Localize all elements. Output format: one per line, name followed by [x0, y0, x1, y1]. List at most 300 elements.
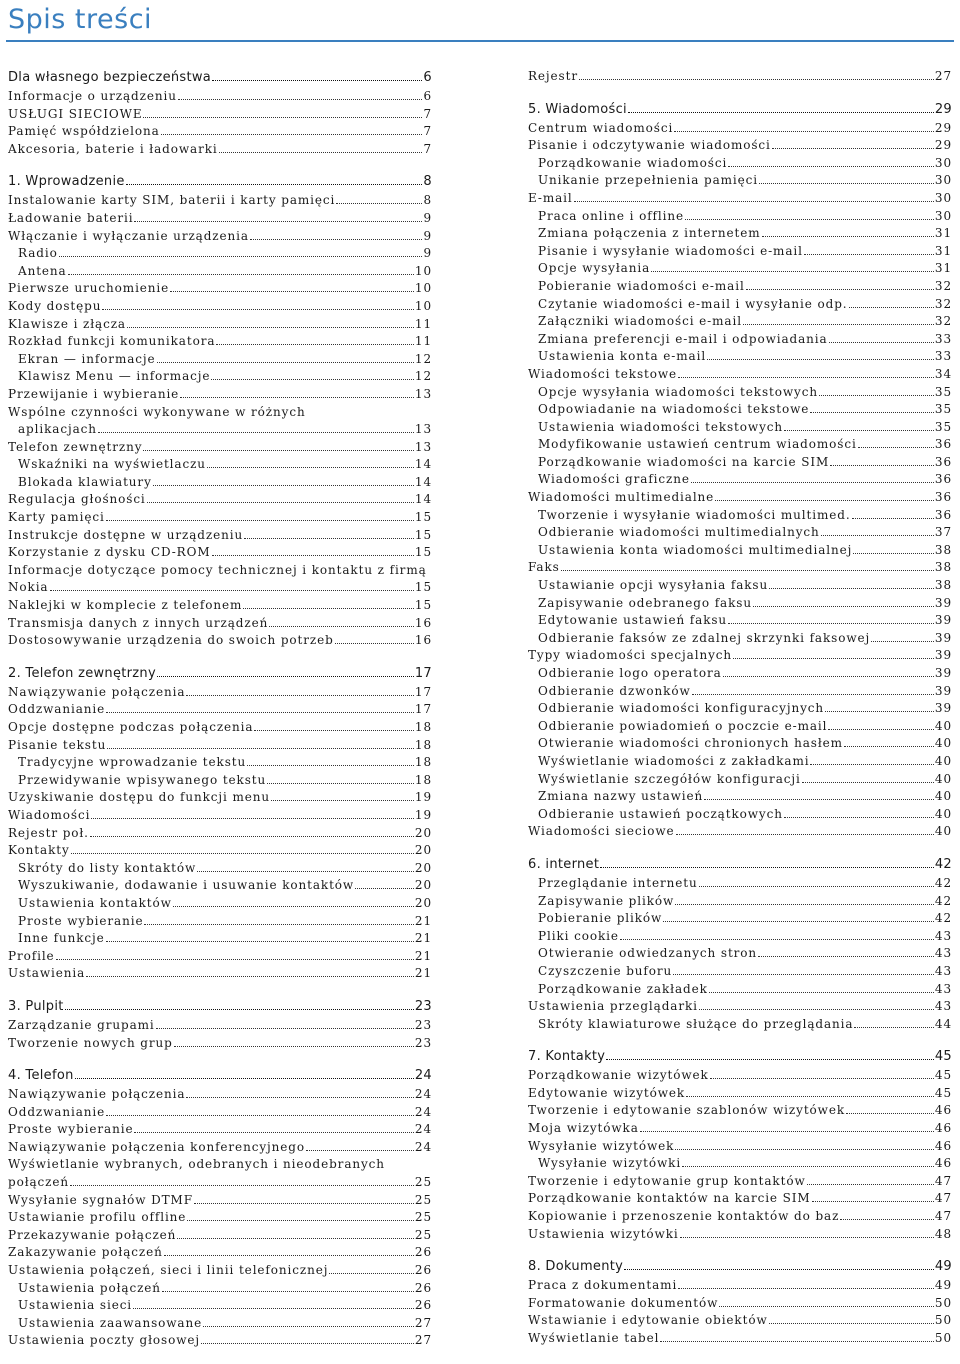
- toc-entry[interactable]: [8, 877, 432, 895]
- dot-leader: [723, 676, 934, 677]
- toc-entry[interactable]: [8, 527, 432, 545]
- dot-leader: [134, 1132, 413, 1133]
- toc-entry-label: Pierwsze uruchomienie: [8, 281, 170, 296]
- dot-leader: [162, 1291, 414, 1292]
- toc-entry[interactable]: [528, 190, 952, 208]
- toc-page-number: 32: [934, 314, 952, 329]
- toc-entry[interactable]: [528, 823, 952, 841]
- toc-entry-label: Instalowanie karty SIM, baterii i karty pamięci: [8, 193, 336, 208]
- toc-entry[interactable]: [528, 806, 952, 824]
- toc-page-number: 32: [934, 278, 952, 293]
- toc-entry[interactable]: [528, 683, 952, 701]
- toc-page-number: 42: [934, 875, 952, 890]
- toc-entry-label: Pisanie i odczytywanie wiadomości: [528, 138, 771, 153]
- toc-entry[interactable]: [528, 348, 952, 366]
- toc-entry[interactable]: [528, 454, 952, 472]
- dot-leader: [269, 626, 414, 627]
- toc-entry-label: Włączanie i wyłączanie urządzenia: [8, 228, 249, 243]
- toc-entry-label: Faks: [528, 560, 560, 575]
- toc-entry[interactable]: [8, 1227, 432, 1245]
- toc-entry[interactable]: [8, 421, 432, 439]
- toc-entry[interactable]: [8, 562, 432, 580]
- toc-entry[interactable]: [8, 579, 432, 597]
- toc-entry-label: Wyświetlanie wiadomości z zakładkami: [538, 753, 810, 768]
- toc-entry[interactable]: [528, 945, 952, 963]
- toc-entry[interactable]: [528, 735, 952, 753]
- toc-entry-label: Ustawienia konta wiadomości multimedialnej: [538, 542, 853, 557]
- toc-page-number: 45: [934, 1085, 952, 1100]
- toc-chapter-entry[interactable]: [8, 172, 432, 192]
- toc-entry-label: Odbieranie logo operatora: [538, 666, 722, 680]
- toc-entry-label: Oddzwanianie: [8, 702, 106, 717]
- toc-page-number: 46: [934, 1156, 952, 1171]
- toc-page-number: 50: [934, 1295, 952, 1310]
- toc-entry[interactable]: [8, 895, 432, 913]
- toc-page-number: 40: [934, 806, 952, 821]
- toc-entry[interactable]: [528, 1173, 952, 1191]
- dot-leader: [692, 694, 934, 695]
- dot-leader: [759, 183, 934, 184]
- toc-entry-label: Akcesoria, baterie i ładowarki: [8, 141, 218, 156]
- toc-entry-label: Odbieranie dzwonków: [538, 683, 691, 698]
- toc-entry[interactable]: [528, 384, 952, 402]
- toc-entry[interactable]: [528, 524, 952, 542]
- toc-entry-label: Wyświetlanie szczegółów konfiguracji: [538, 771, 801, 786]
- toc-entry[interactable]: [8, 1139, 432, 1157]
- toc-chapter-entry[interactable]: [8, 68, 432, 88]
- toc-page-number: 23: [414, 1017, 432, 1032]
- toc-entry[interactable]: [528, 172, 952, 190]
- toc-entry-label: Formatowanie dokumentów: [528, 1295, 719, 1310]
- toc-entry[interactable]: [528, 928, 952, 946]
- toc-entry-label: Kopiowanie i przenoszenie kontaktów do baz: [528, 1209, 840, 1224]
- dot-leader: [187, 1220, 414, 1221]
- toc-entry-label: Ustawienia połączeń, sieci i linii telefonicznej: [8, 1263, 329, 1278]
- dot-leader: [673, 974, 934, 975]
- dot-leader: [710, 1078, 934, 1079]
- toc-chapter-entry[interactable]: [528, 855, 952, 875]
- toc-entry[interactable]: [8, 351, 432, 369]
- toc-entry[interactable]: [528, 243, 952, 261]
- toc-entry[interactable]: [528, 208, 952, 226]
- toc-page-number: 9: [423, 246, 432, 261]
- toc-entry[interactable]: [528, 366, 952, 384]
- toc-entry[interactable]: [8, 333, 432, 351]
- toc-entry[interactable]: [8, 1121, 432, 1139]
- dot-leader: [719, 1306, 934, 1307]
- toc-entry[interactable]: [528, 1312, 952, 1330]
- toc-page-number: 27: [414, 1315, 432, 1330]
- toc-entry[interactable]: [8, 509, 432, 527]
- toc-entry[interactable]: [528, 1016, 952, 1034]
- toc-page-number: 13: [414, 386, 432, 401]
- toc-page-number: 17: [414, 702, 432, 717]
- toc-entry-label: Praca z dokumentami: [528, 1278, 678, 1293]
- dot-leader: [624, 1269, 934, 1270]
- toc-entry-label: Wiadomości: [8, 807, 91, 822]
- toc-entry[interactable]: [8, 1017, 432, 1035]
- toc-entry-label: Porządkowanie wiadomości: [538, 155, 728, 170]
- toc-page-number: 37: [934, 525, 952, 540]
- toc-page-number: 20: [414, 860, 432, 875]
- toc-page-number: 40: [934, 789, 952, 804]
- toc-chapter-entry[interactable]: [8, 997, 432, 1017]
- toc-entry-label: 5. Wiadomości: [528, 101, 627, 117]
- toc-page-number: 18: [414, 737, 432, 752]
- toc-entry-label: Kontakty: [8, 843, 70, 858]
- toc-entry-label: Wspólne czynności wykonywane w różnych: [8, 404, 306, 419]
- toc-entry[interactable]: [8, 474, 432, 492]
- dot-leader: [804, 254, 934, 255]
- toc-entry[interactable]: [8, 825, 432, 843]
- toc-page-number: 45: [934, 1068, 952, 1083]
- dot-leader: [728, 623, 934, 624]
- toc-entry[interactable]: [8, 597, 432, 615]
- toc-entry[interactable]: [528, 296, 952, 314]
- toc-entry[interactable]: [528, 507, 952, 525]
- toc-entry-label: Porządkowanie zakładek: [538, 981, 708, 996]
- dot-leader: [106, 520, 414, 521]
- toc-entry-label: Proste wybieranie: [8, 1122, 134, 1137]
- toc-entry[interactable]: [528, 595, 952, 613]
- toc-entry[interactable]: [528, 1208, 952, 1226]
- toc-entry[interactable]: [8, 789, 432, 807]
- dot-leader: [271, 800, 414, 801]
- toc-page-number: 11: [414, 316, 432, 331]
- toc-entry[interactable]: [528, 963, 952, 981]
- toc-entry[interactable]: [528, 910, 952, 928]
- toc-entry[interactable]: [8, 754, 432, 772]
- toc-entry-label: Wyszukiwanie, dodawanie i usuwanie kontaktów: [18, 878, 355, 893]
- toc-entry[interactable]: [8, 842, 432, 860]
- toc-entry[interactable]: [8, 404, 432, 422]
- toc-entry[interactable]: [528, 401, 952, 419]
- toc-page-number: 43: [934, 999, 952, 1014]
- toc-page-number: 6: [423, 70, 432, 85]
- toc-page-number: 20: [414, 843, 432, 858]
- toc-page-number: 25: [414, 1175, 432, 1190]
- toc-entry[interactable]: [528, 137, 952, 155]
- toc-entry-label: Ustawienia wiadomości tekstowych: [538, 419, 783, 434]
- toc-entry-label: Ustawienia konta e-mail: [538, 349, 707, 364]
- toc-page-number: 47: [934, 1209, 952, 1224]
- toc-entry[interactable]: [8, 263, 432, 281]
- toc-entry-label: Odpowiadanie na wiadomości tekstowe: [538, 402, 810, 417]
- toc-page-number: 29: [934, 138, 952, 153]
- toc-entry[interactable]: [8, 368, 432, 386]
- toc-entry[interactable]: [8, 210, 432, 228]
- dot-leader: [86, 976, 414, 977]
- dot-leader: [216, 344, 414, 345]
- dot-leader: [707, 359, 934, 360]
- dot-leader: [828, 729, 934, 730]
- dot-leader: [561, 570, 934, 571]
- toc-entry-label: Wysyłanie wizytówki: [538, 1156, 682, 1171]
- toc-page-number: 9: [423, 210, 432, 225]
- toc-entry[interactable]: [528, 577, 952, 595]
- dot-leader: [651, 271, 934, 272]
- toc-entry-label: Czyszczenie buforu: [538, 963, 673, 978]
- toc-entry[interactable]: [528, 998, 952, 1016]
- dot-leader: [686, 1096, 934, 1097]
- toc-page-number: 23: [414, 998, 432, 1014]
- dot-leader: [772, 148, 934, 149]
- toc-entry[interactable]: [8, 737, 432, 755]
- toc-entry-label: Proste wybieranie: [18, 913, 144, 928]
- toc-entry[interactable]: [8, 948, 432, 966]
- dot-leader: [674, 131, 934, 132]
- toc-entry-label: połączeń: [8, 1175, 70, 1190]
- toc-entry[interactable]: [528, 419, 952, 437]
- title-divider: [6, 40, 954, 42]
- toc-entry[interactable]: [528, 68, 952, 86]
- toc-entry[interactable]: [8, 141, 432, 159]
- toc-page-number: 26: [414, 1298, 432, 1313]
- toc-entry-label: Oddzwanianie: [8, 1104, 106, 1119]
- toc-entry[interactable]: [528, 278, 952, 296]
- toc-chapter-entry[interactable]: [8, 1066, 432, 1086]
- toc-entry-label: Opcje dostępne podczas połączenia: [8, 720, 254, 734]
- dot-leader: [574, 201, 934, 202]
- toc-page-number: 40: [934, 736, 952, 751]
- toc-entry[interactable]: [528, 542, 952, 560]
- toc-entry[interactable]: [8, 1244, 432, 1262]
- toc-page-number: 30: [934, 190, 952, 205]
- toc-entry[interactable]: [8, 228, 432, 246]
- toc-page-number: 26: [414, 1280, 432, 1295]
- dot-leader: [802, 782, 934, 783]
- toc-entry-label: Przewidywanie wpisywanego tekstu: [18, 772, 267, 787]
- dot-leader: [743, 324, 934, 325]
- toc-entry[interactable]: [8, 1297, 432, 1315]
- toc-entry-label: Przeglądanie internetu: [538, 875, 698, 890]
- toc-page-number: 46: [934, 1138, 952, 1153]
- toc-entry[interactable]: [528, 1085, 952, 1103]
- toc-entry[interactable]: [8, 860, 432, 878]
- toc-entry-label: Profile: [8, 948, 55, 963]
- toc-entry-label: Zakazywanie połączeń: [8, 1245, 163, 1260]
- toc-entry-label: Tradycyjne wprowadzanie tekstu: [18, 755, 247, 770]
- toc-entry[interactable]: [528, 1102, 952, 1120]
- toc-entry-label: Modyfikowanie ustawień centrum wiadomości: [538, 437, 857, 452]
- toc-entry[interactable]: [528, 700, 952, 718]
- dot-leader: [134, 221, 422, 222]
- toc-entry[interactable]: [528, 155, 952, 173]
- toc-page-number: 34: [934, 366, 952, 381]
- dot-leader: [212, 80, 422, 81]
- toc-entry-label: Porządkowanie wizytówek: [528, 1068, 709, 1083]
- toc-entry[interactable]: [8, 192, 432, 210]
- toc-entry[interactable]: [528, 875, 952, 893]
- toc-chapter-entry[interactable]: [528, 100, 952, 120]
- toc-entry[interactable]: [528, 981, 952, 999]
- toc-entry[interactable]: [528, 893, 952, 911]
- toc-entry[interactable]: [8, 965, 432, 983]
- toc-page-number: 39: [934, 701, 952, 716]
- toc-page-number: 31: [934, 226, 952, 241]
- toc-entry[interactable]: [8, 456, 432, 474]
- dot-leader: [127, 327, 414, 328]
- toc-entry[interactable]: [528, 771, 952, 789]
- toc-entry[interactable]: [528, 1190, 952, 1208]
- toc-page-number: 15: [414, 527, 432, 542]
- toc-entry-label: Dla własnego bezpieczeństwa: [8, 70, 212, 85]
- toc-entry-label: Wysyłanie sygnałów DTMF: [8, 1192, 193, 1207]
- toc-page-number: 32: [934, 296, 952, 311]
- dot-leader: [769, 1323, 934, 1324]
- toc-entry-label: 4. Telefon: [8, 1068, 74, 1084]
- toc-entry-label: Tworzenie nowych grup: [8, 1035, 173, 1050]
- toc-page-number: 31: [934, 261, 952, 276]
- dot-leader: [660, 1341, 934, 1342]
- toc-page-number: 40: [934, 753, 952, 768]
- toc-entry[interactable]: [528, 489, 952, 507]
- toc-entry[interactable]: [8, 684, 432, 702]
- dot-leader: [715, 500, 934, 501]
- toc-entry[interactable]: [8, 1104, 432, 1122]
- toc-entry[interactable]: [528, 1067, 952, 1085]
- dot-leader: [170, 291, 414, 292]
- toc-entry[interactable]: [528, 1120, 952, 1138]
- toc-entry[interactable]: [8, 1156, 432, 1174]
- toc-entry-label: Edytowanie ustawień faksu: [538, 613, 728, 628]
- dot-leader: [606, 1059, 934, 1060]
- toc-entry-label: Odbieranie faksów ze zdalnej skrzynki faksowej: [538, 630, 871, 645]
- dot-leader: [254, 730, 413, 731]
- dot-leader: [825, 711, 934, 712]
- dot-leader: [107, 748, 414, 749]
- toc-entry[interactable]: [8, 280, 432, 298]
- toc-entry[interactable]: [528, 331, 952, 349]
- toc-page-number: 9: [423, 228, 432, 243]
- dot-leader: [699, 1009, 934, 1010]
- toc-entry[interactable]: [8, 491, 432, 509]
- toc-entry[interactable]: [8, 298, 432, 316]
- toc-entry[interactable]: [528, 436, 952, 454]
- toc-entry[interactable]: [528, 120, 952, 138]
- toc-entry[interactable]: [8, 1262, 432, 1280]
- toc-page-number: 14: [414, 474, 432, 489]
- toc-chapter-entry[interactable]: [8, 664, 432, 684]
- toc-entry[interactable]: [528, 559, 952, 577]
- toc-entry-label: Informacje o urządzeniu: [8, 89, 177, 103]
- dot-leader: [90, 836, 414, 837]
- toc-page-number: 14: [414, 457, 432, 472]
- toc-page-number: 49: [934, 1259, 952, 1275]
- toc-page-number: 10: [414, 298, 432, 313]
- toc-entry[interactable]: [528, 1277, 952, 1295]
- toc-entry[interactable]: [8, 772, 432, 790]
- toc-entry[interactable]: [8, 930, 432, 948]
- dot-leader: [640, 1131, 934, 1132]
- toc-entry[interactable]: [528, 788, 952, 806]
- dot-leader: [858, 447, 934, 448]
- toc-entry[interactable]: [8, 632, 432, 650]
- dot-leader: [579, 79, 934, 80]
- toc-page-number: 43: [934, 946, 952, 961]
- toc-entry[interactable]: [8, 245, 432, 263]
- dot-leader: [197, 871, 414, 872]
- toc-entry[interactable]: [528, 718, 952, 736]
- dot-leader: [746, 289, 934, 290]
- toc-entry[interactable]: [8, 1280, 432, 1298]
- toc-entry[interactable]: [528, 647, 952, 665]
- toc-page-number: 38: [934, 560, 952, 575]
- toc-entry-label: 1. Wprowadzenie: [8, 174, 125, 190]
- toc-entry[interactable]: [8, 123, 432, 141]
- toc-entry[interactable]: [8, 701, 432, 719]
- toc-entry-label: Korzystanie z dysku CD-ROM: [8, 545, 211, 560]
- toc-page-number: 39: [934, 595, 952, 610]
- toc-entry[interactable]: [8, 615, 432, 633]
- toc-entry[interactable]: [8, 88, 432, 106]
- toc-chapter-entry[interactable]: [528, 1257, 952, 1277]
- toc-page-number: 12: [414, 369, 432, 384]
- toc-entry-label: Telefon zewnętrzny: [8, 439, 143, 454]
- toc-entry[interactable]: [8, 1315, 432, 1333]
- toc-entry[interactable]: [8, 807, 432, 825]
- toc-entry[interactable]: [528, 612, 952, 630]
- dot-leader: [810, 764, 933, 765]
- toc-entry[interactable]: [8, 1086, 432, 1104]
- toc-page-number: 39: [934, 630, 952, 645]
- toc-entry[interactable]: [8, 316, 432, 334]
- toc-entry[interactable]: [528, 1295, 952, 1313]
- toc-entry-label: Pobieranie plików: [538, 911, 663, 926]
- toc-entry[interactable]: [8, 439, 432, 457]
- toc-entry[interactable]: [528, 260, 952, 278]
- dot-leader: [153, 485, 414, 486]
- dot-leader: [829, 342, 934, 343]
- dot-leader: [211, 379, 414, 380]
- toc-entry[interactable]: [528, 753, 952, 771]
- dot-leader: [244, 538, 414, 539]
- toc-entry[interactable]: [8, 386, 432, 404]
- toc-entry[interactable]: [528, 630, 952, 648]
- toc-entry-label: Ustawienia sieci: [18, 1298, 133, 1313]
- toc-entry[interactable]: [528, 665, 952, 683]
- dot-leader: [201, 1343, 414, 1344]
- dot-leader: [600, 867, 934, 868]
- toc-entry[interactable]: [528, 1226, 952, 1244]
- toc-entry[interactable]: [8, 913, 432, 931]
- toc-page-number: 33: [934, 349, 952, 364]
- toc-entry[interactable]: [8, 719, 432, 737]
- toc-entry[interactable]: [528, 313, 952, 331]
- toc-entry[interactable]: [8, 106, 432, 124]
- toc-entry[interactable]: [8, 544, 432, 562]
- toc-entry[interactable]: [528, 1330, 952, 1348]
- toc-entry-label: Ustawienia zaawansowane: [18, 1315, 203, 1330]
- toc-page-number: 10: [414, 281, 432, 296]
- dot-leader: [821, 535, 934, 536]
- toc-entry-label: Zapisywanie odebranego faksu: [538, 595, 752, 610]
- toc-entry[interactable]: [8, 1035, 432, 1053]
- toc-entry[interactable]: [8, 1209, 432, 1227]
- toc-entry[interactable]: [528, 1138, 952, 1156]
- toc-entry[interactable]: [528, 471, 952, 489]
- toc-entry[interactable]: [8, 1192, 432, 1210]
- toc-page-number: 38: [934, 578, 952, 593]
- toc-entry[interactable]: [528, 225, 952, 243]
- toc-chapter-entry[interactable]: [528, 1047, 952, 1067]
- toc-entry-label: Wyświetlanie wybranych, odebranych i nieodebranych: [8, 1157, 385, 1172]
- toc-entry[interactable]: [528, 1155, 952, 1173]
- dot-leader: [157, 362, 414, 363]
- toc-entry[interactable]: [8, 1174, 432, 1192]
- toc-entry[interactable]: [8, 1332, 432, 1350]
- toc-entry-label: Odbieranie powiadomień o poczcie e-mail: [538, 718, 828, 733]
